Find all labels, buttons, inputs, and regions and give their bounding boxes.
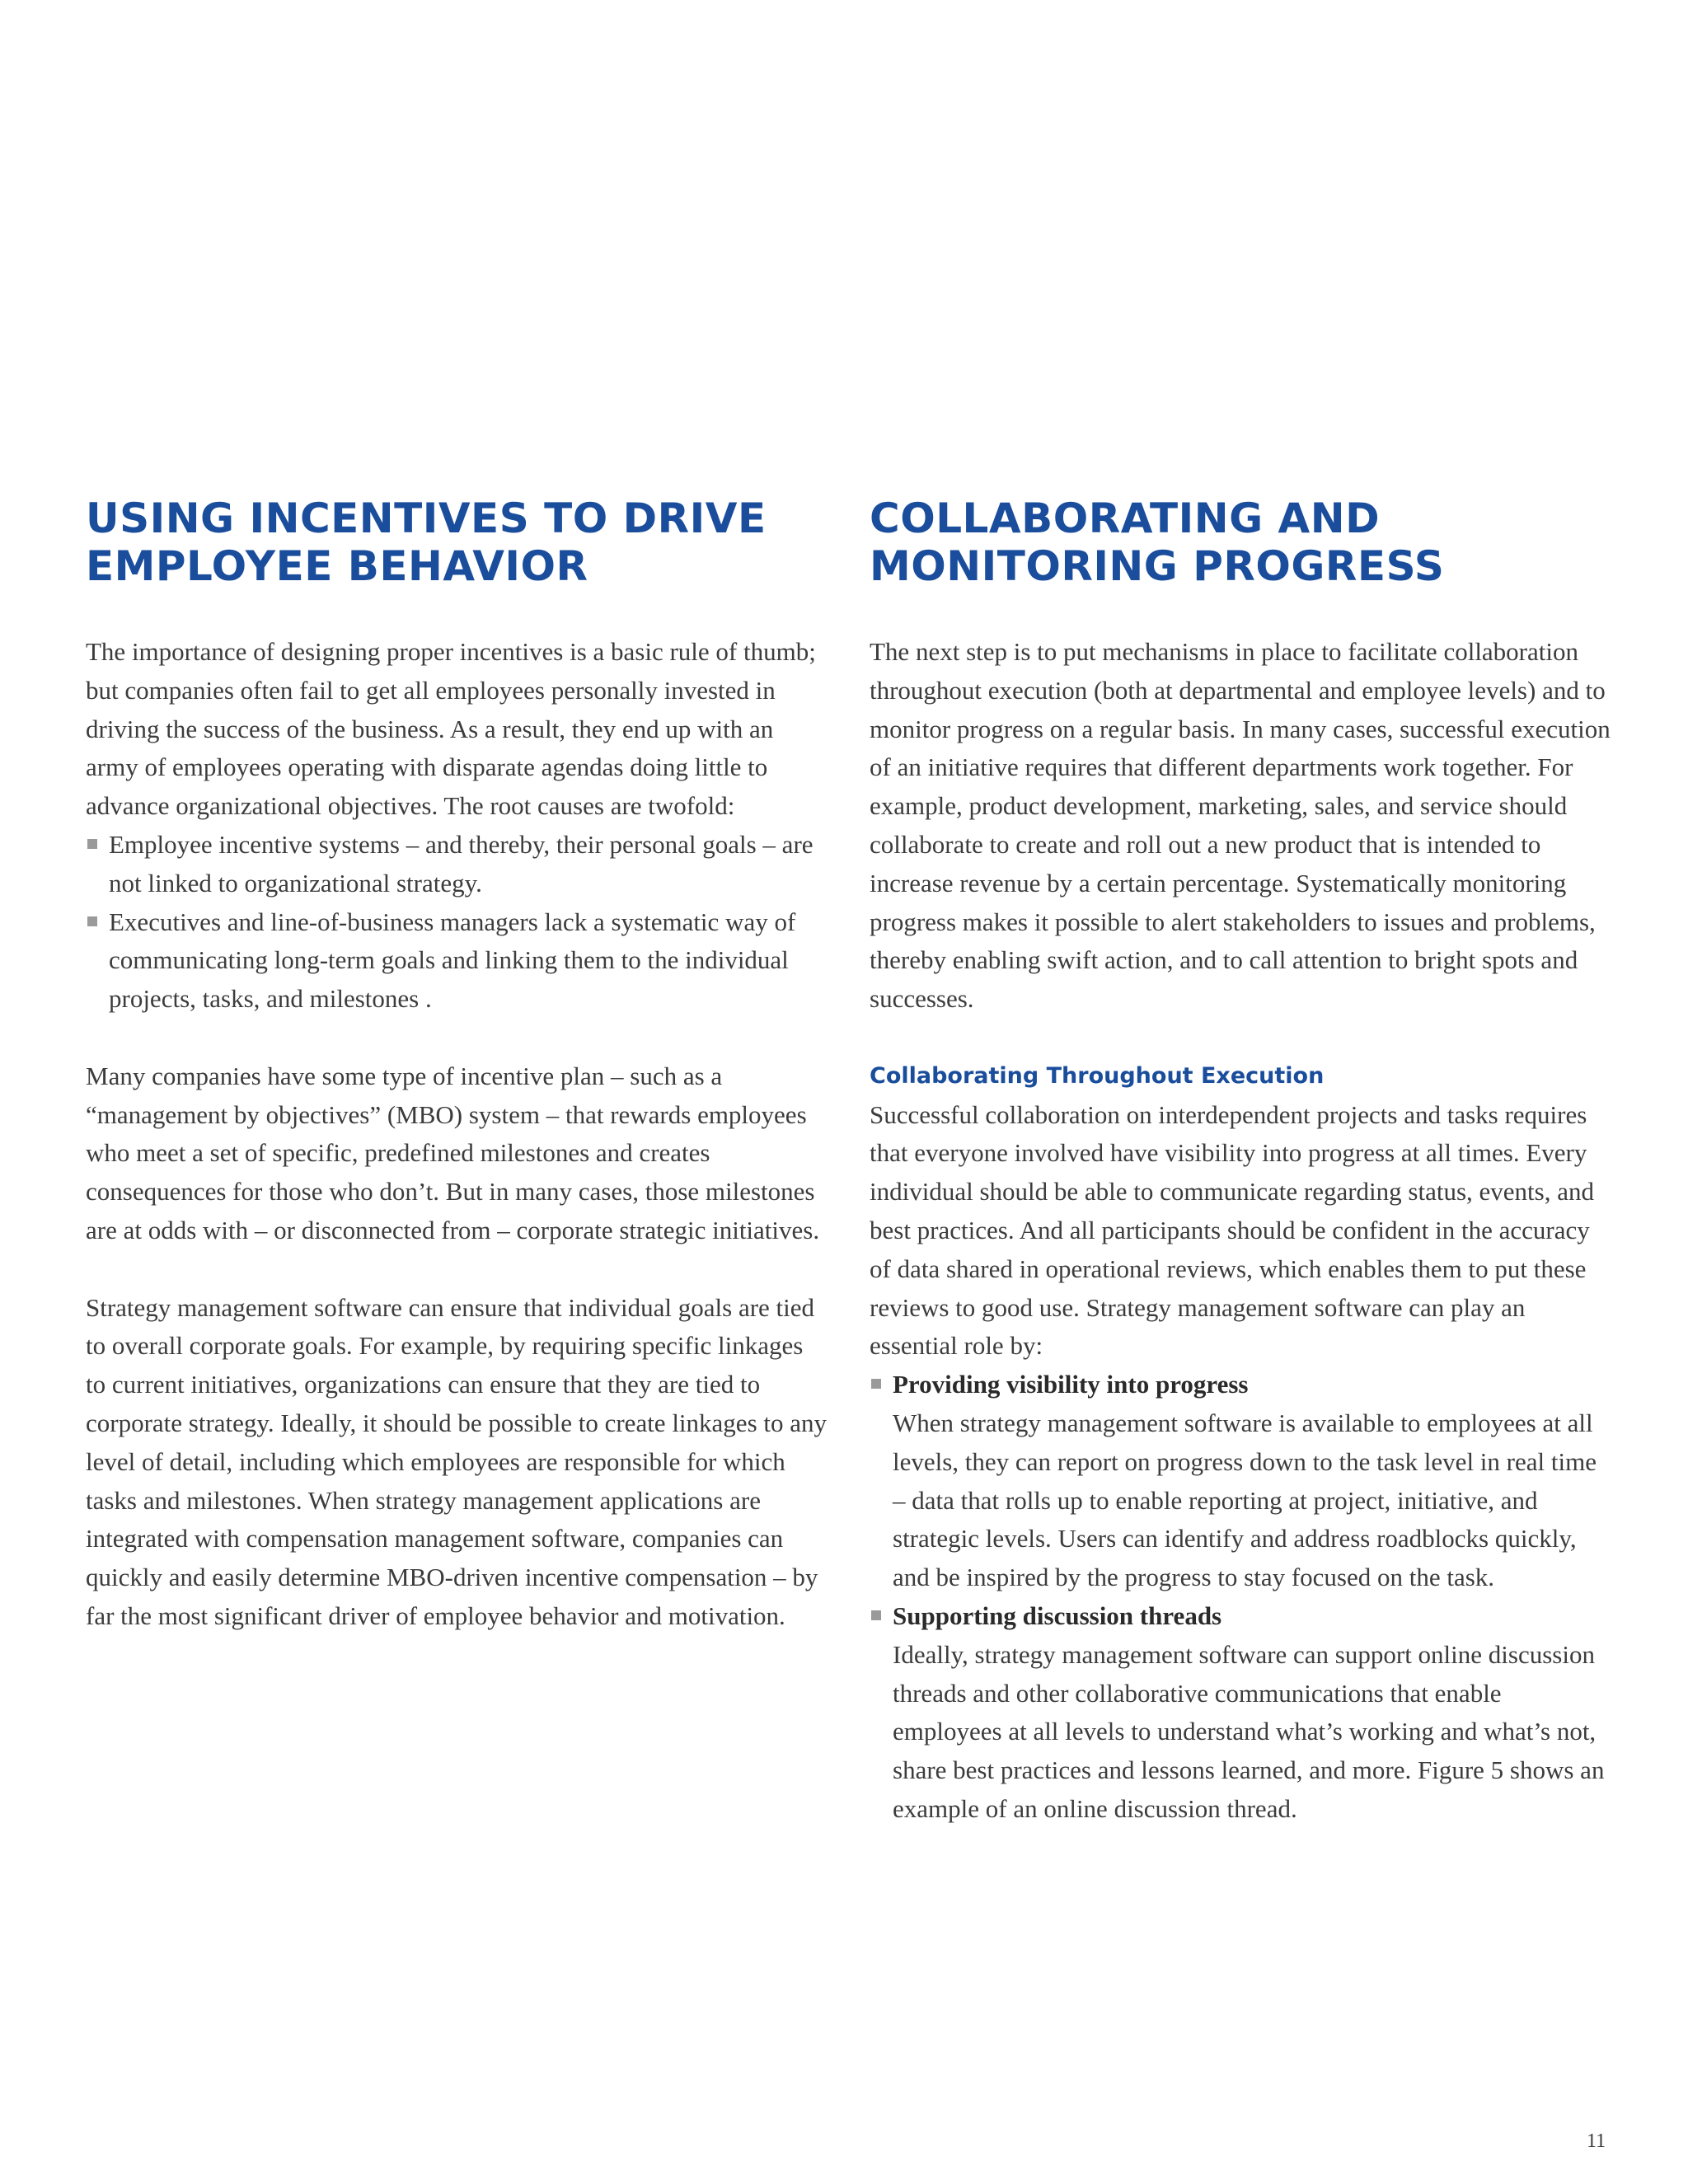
intro-paragraph: The importance of designing proper incentives is a basic rule of thumb; but companies often fail to get all employees personally invested in driving the success of the business. As a result, they end up with an army of employees operating with disparate agendas doing little to advance organizational objectives. The root causes are twofold: <box>86 637 816 821</box>
intro-paragraph: The next step is to put mechanisms in place to facilitate collaboration throughout execution (both at departmental and employee levels) and to monitor progress on a regular basis. In many cases, successful execution of an initiative requires that different departments work together. For example, product development, marketing, sales, and service should collaborate to create and roll out a new product that is intended to increase revenue by a certain percentage. Systematically monitoring progress makes it possible to alert stakeholders to issues and problems, thereby enabling swift action, and to call attention to bright spots and successes. <box>870 637 1611 1014</box>
collaboration-paragraph: Successful collaboration on interdependent projects and tasks requires that everyone involved have visibility into progress at all times. Every individual should be able to communicate regarding status, events, and best practices. And all participants should be confident in the accuracy of data shared in operational reviews, which enables them to put these reviews to good use. Strategy management software can play an essential role by: <box>870 1099 1594 1361</box>
square-bullet-icon <box>87 916 97 926</box>
mbo-paragraph: Many companies have some type of incentive plan – such as a “management by objectives” (MBO) system – that rewards employees who meet a set of specific, predefined milestones and creates consequences for those who don’t. But in many cases, those milestones are at odds with – or disconnected from – corporate strategic initiatives. <box>86 1061 820 1244</box>
square-bullet-icon <box>871 1610 881 1620</box>
list-item-title: Supporting discussion threads <box>893 1601 1222 1630</box>
list-item-text: When strategy management software is available to employees at all levels, they can report on progress down to the task level in real time – data that rolls up to enable reporting at project, initiative, and strategic levels. Users can identify and address roadblocks quickly, and be inspired by the progress to stay focused on the task. <box>893 1408 1597 1592</box>
root-causes-list <box>86 826 828 1019</box>
heading-line: USING INCENTIVES TO DRIVE <box>86 494 767 542</box>
section-heading-collaborating <box>870 494 1611 590</box>
list-item-text: Ideally, strategy management software can support online discussion threads and other collaborative communications that enable employees at all levels to understand what’s working and what’s not, share best practices and lessons learned, and more. Figure 5 shows an example of an online discussion thread. <box>893 1639 1605 1823</box>
roles-list <box>870 1366 1611 1829</box>
heading-line: MONITORING PROGRESS <box>870 542 1445 590</box>
square-bullet-icon <box>871 1379 881 1389</box>
list-item <box>870 1366 1611 1597</box>
software-paragraph: Strategy management software can ensure that individual goals are tied to overall corporate goals. For example, by requiring specific linkages to current initiatives, organizations can ensure that they are tied to corporate strategy. Ideally, it should be possible to create linkages to any level of detail, including which employees are responsible for which tasks and milestones. When strategy management applications are integrated with compensation management software, companies can quickly and easily determine MBO-driven incentive compensation – by far the most significant driver of employee behavior and motivation. <box>86 1292 827 1630</box>
right-column <box>870 494 1611 1829</box>
heading-line: EMPLOYEE BEHAVIOR <box>86 542 588 590</box>
list-item-text: Employee incentive systems – and thereby, their personal goals – are not linked to organizational strategy. <box>109 829 814 898</box>
list-item <box>870 1597 1611 1829</box>
list-item <box>86 826 828 903</box>
subheading-collaborating-execution: Collaborating Throughout Execution <box>870 1062 1325 1089</box>
square-bullet-icon <box>87 839 97 849</box>
section-heading-incentives <box>86 494 828 590</box>
page-number: 11 <box>1587 2130 1606 2152</box>
list-item <box>86 903 828 1019</box>
list-item-title: Providing visibility into progress <box>893 1370 1249 1399</box>
heading-line: COLLABORATING AND <box>870 494 1381 542</box>
left-column <box>86 494 828 1636</box>
list-item-text: Executives and line-of-business managers lack a systematic way of communicating long-term goals and linking them to the individual projects, tasks, and milestones . <box>109 907 796 1014</box>
